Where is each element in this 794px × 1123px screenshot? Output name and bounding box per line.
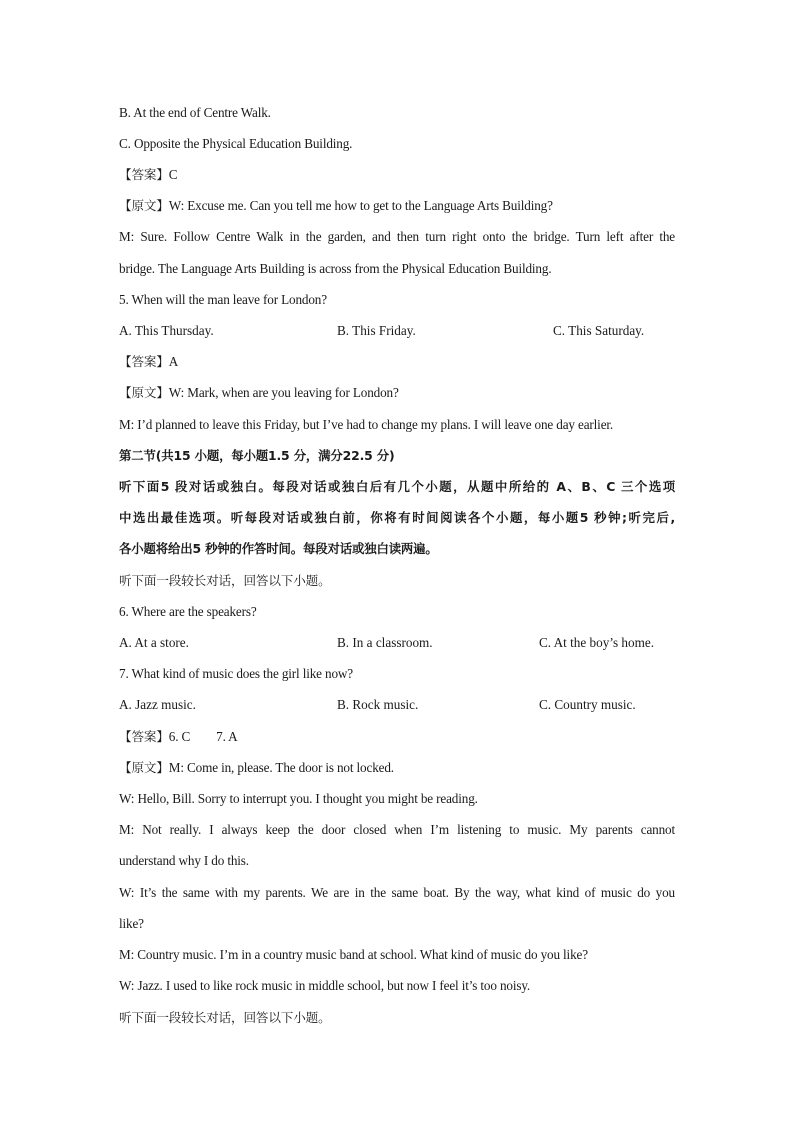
- q6-7-transcript-line-4: understand why I do this.: [119, 853, 249, 868]
- q5-transcript-line-1: [119, 384, 399, 402]
- next-dialogue-intro: 听下面一段较长对话，回答以下小题。: [119, 1010, 331, 1025]
- q6-7-transcript-line-8: W: Jazz. I used to like rock music in middle school, but now I feel it’s too noisy.: [119, 978, 531, 993]
- q5-option-a: A. This Thursday.: [119, 323, 214, 338]
- transcript-tag: 【原文】: [119, 198, 169, 213]
- q5-question: 5. When will the man leave for London?: [119, 292, 327, 307]
- q7-question: 7. What kind of music does the girl like now?: [119, 666, 353, 681]
- q4-option-b: B. At the end of Centre Walk.: [119, 105, 271, 120]
- answer-tag: 【答案】: [119, 729, 169, 744]
- transcript-text: W: Excuse me. Can you tell me how to get to the Language Arts Building?: [168, 198, 553, 213]
- q6-7-transcript-line-5: W: It’s the same with my parents. We are in the same boat. By the way, what kind of music do you: [119, 885, 675, 900]
- answer-6: 6. C: [168, 729, 191, 744]
- instructions-line-3: 各小题将给出5 秒钟的作答时间。每段对话或独白读两遍。: [119, 541, 438, 556]
- section-heading: 第二节(共15 小题，每小题1.5 分，满分22.5 分): [119, 448, 395, 463]
- q5-option-b: B. This Friday.: [337, 323, 416, 338]
- transcript-text: M: Come in, please. The door is not locked.: [168, 760, 394, 775]
- transcript-tag: 【原文】: [119, 385, 169, 400]
- q6-option-b: B. In a classroom.: [337, 635, 433, 650]
- q6-question: 6. Where are the speakers?: [119, 604, 257, 619]
- q6-7-transcript-line-1: [119, 759, 394, 777]
- answer-7: 7. A: [216, 729, 238, 744]
- q6-7-transcript-line-3: M: Not really. I always keep the door closed when I’m listening to music. My parents cannot: [119, 822, 675, 837]
- q6-option-c: C. At the boy’s home.: [539, 635, 655, 650]
- q7-option-a: A. Jazz music.: [119, 697, 196, 712]
- q4-transcript-line-3: bridge. The Language Arts Building is across from the Physical Education Building.: [119, 261, 552, 276]
- q5-transcript-line-2: M: I’d planned to leave this Friday, but I’ve had to change my plans. I will leave one day earlier.: [119, 417, 614, 432]
- q4-transcript-line-1: [119, 197, 553, 215]
- q5-answer: [119, 353, 178, 371]
- answer-value: C: [168, 167, 178, 182]
- instructions-line-2: 中选出最佳选项。听每段对话或独白前，你将有时间阅读各个小题，每小题5 秒钟;听完后,: [119, 510, 675, 525]
- q4-answer: [119, 166, 177, 184]
- answer-tag: 【答案】: [119, 354, 169, 369]
- q7-option-b: B. Rock music.: [337, 697, 419, 712]
- q5-option-c: C. This Saturday.: [553, 323, 645, 338]
- q6-7-transcript-line-7: M: Country music. I’m in a country music band at school. What kind of music do you like?: [119, 947, 588, 962]
- answer-tag: 【答案】: [119, 167, 169, 182]
- instructions-line-1: 听下面5 段对话或独白。每段对话或独白后有几个小题，从题中所给的 A、B、C 三个选项: [119, 479, 675, 494]
- transcript-text: W: Mark, when are you leaving for London?: [168, 385, 399, 400]
- answer-value: A: [168, 354, 179, 369]
- q6-7-transcript-line-2: W: Hello, Bill. Sorry to interrupt you. I thought you might be reading.: [119, 791, 478, 806]
- transcript-tag: 【原文】: [119, 760, 169, 775]
- q6-option-a: A. At a store.: [119, 635, 189, 650]
- dialogue-intro: 听下面一段较长对话，回答以下小题。: [119, 573, 331, 588]
- q4-transcript-line-2: M: Sure. Follow Centre Walk in the garden, and then turn right onto the bridge. Turn left after the: [119, 229, 675, 244]
- q6-7-answer: [119, 728, 238, 746]
- q7-option-c: C. Country music.: [539, 697, 636, 712]
- q6-7-transcript-line-6: like?: [119, 916, 144, 931]
- q4-option-c: C. Opposite the Physical Education Building.: [119, 136, 353, 151]
